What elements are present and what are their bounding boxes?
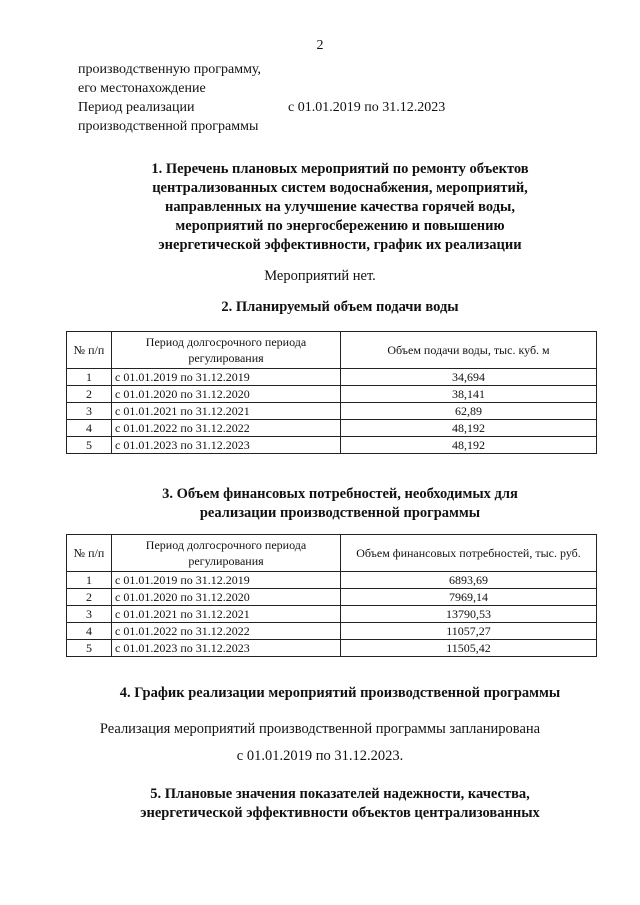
header-info — [78, 60, 498, 136]
cell-value: 11057,27 — [341, 623, 597, 640]
cell-value: 34,694 — [341, 369, 597, 386]
cell-value: 11505,42 — [341, 640, 597, 657]
page-number: 2 — [316, 38, 324, 53]
cell-period: с 01.01.2019 по 31.12.2019 — [112, 572, 341, 589]
cell-num: 5 — [67, 640, 112, 657]
cell-value: 62,89 — [341, 403, 597, 420]
water-volume-table — [66, 331, 597, 454]
cell-num: 5 — [67, 437, 112, 454]
period-row — [78, 98, 498, 117]
title-line: энергетической эффективности, график их реализации — [158, 237, 522, 253]
financial-needs-table — [66, 534, 597, 657]
title-line: мероприятий по энергосбережению и повышению — [175, 218, 505, 234]
section3-title — [60, 485, 620, 523]
cell-num: 2 — [67, 589, 112, 606]
cell-value: 6893,69 — [341, 572, 597, 589]
cell-period: с 01.01.2022 по 31.12.2022 — [112, 420, 341, 437]
cell-num: 3 — [67, 606, 112, 623]
cell-period: с 01.01.2019 по 31.12.2019 — [112, 369, 341, 386]
period-value: с 01.01.2019 по 31.12.2023 — [288, 100, 446, 115]
cell-num: 1 — [67, 369, 112, 386]
title-line: реализации производственной программы — [199, 505, 481, 521]
cell-period: с 01.01.2022 по 31.12.2022 — [112, 623, 341, 640]
header-num: № п/п — [67, 332, 112, 369]
title-line: направленных на улучшение качества горячей воды, — [164, 199, 515, 215]
cell-value: 48,192 — [341, 437, 597, 454]
section4-text: Реализация мероприятий производственной программы запланирована — [99, 721, 541, 737]
table-row — [67, 589, 597, 606]
header-value: Объем финансовых потребностей, тыс. руб. — [341, 535, 597, 572]
table-row — [67, 437, 597, 454]
table-row — [67, 369, 597, 386]
table-row — [67, 606, 597, 623]
cell-period: с 01.01.2021 по 31.12.2021 — [112, 403, 341, 420]
section2-title: 2. Планируемый объем подачи воды — [221, 299, 459, 315]
cell-period: с 01.01.2023 по 31.12.2023 — [112, 437, 341, 454]
cell-num: 2 — [67, 386, 112, 403]
title-line: централизованных систем водоснабжения, мероприятий, — [152, 180, 528, 196]
table-row — [67, 623, 597, 640]
info-line: его местонахождение — [78, 81, 206, 96]
table-row — [67, 420, 597, 437]
cell-value: 38,141 — [341, 386, 597, 403]
title-line: энергетической эффективности объектов централизованных — [140, 805, 540, 821]
title-line: 3. Объем финансовых потребностей, необходимых для — [162, 486, 518, 502]
table-header-row — [67, 535, 597, 572]
cell-period: с 01.01.2021 по 31.12.2021 — [112, 606, 341, 623]
section5-title — [60, 785, 620, 823]
section4-title: 4. График реализации мероприятий производственной программы — [119, 685, 561, 701]
cell-num: 1 — [67, 572, 112, 589]
table-header-row — [67, 332, 597, 369]
period-label-cont: производственной программы — [78, 119, 259, 134]
header-period: Период долгосрочного периода регулирования — [112, 535, 341, 572]
table-row — [67, 403, 597, 420]
cell-value: 48,192 — [341, 420, 597, 437]
cell-period: с 01.01.2020 по 31.12.2020 — [112, 386, 341, 403]
cell-period: с 01.01.2020 по 31.12.2020 — [112, 589, 341, 606]
header-num: № п/п — [67, 535, 112, 572]
table-row — [67, 640, 597, 657]
info-line: производственную программу, — [78, 62, 262, 77]
table-row — [67, 572, 597, 589]
header-value: Объем подачи воды, тыс. куб. м — [341, 332, 597, 369]
cell-num: 3 — [67, 403, 112, 420]
period-label: Период реализации — [78, 100, 195, 115]
section1-title — [60, 160, 620, 255]
section1-text: Мероприятий нет. — [264, 268, 376, 284]
title-line: 1. Перечень плановых мероприятий по ремонту объектов — [151, 161, 529, 177]
cell-value: 7969,14 — [341, 589, 597, 606]
header-period: Период долгосрочного периода регулирования — [112, 332, 341, 369]
table-row — [67, 386, 597, 403]
cell-period: с 01.01.2023 по 31.12.2023 — [112, 640, 341, 657]
title-line: 5. Плановые значения показателей надежности, качества, — [150, 786, 530, 802]
cell-value: 13790,53 — [341, 606, 597, 623]
cell-num: 4 — [67, 420, 112, 437]
cell-num: 4 — [67, 623, 112, 640]
section4-dates: с 01.01.2019 по 31.12.2023. — [236, 748, 404, 764]
